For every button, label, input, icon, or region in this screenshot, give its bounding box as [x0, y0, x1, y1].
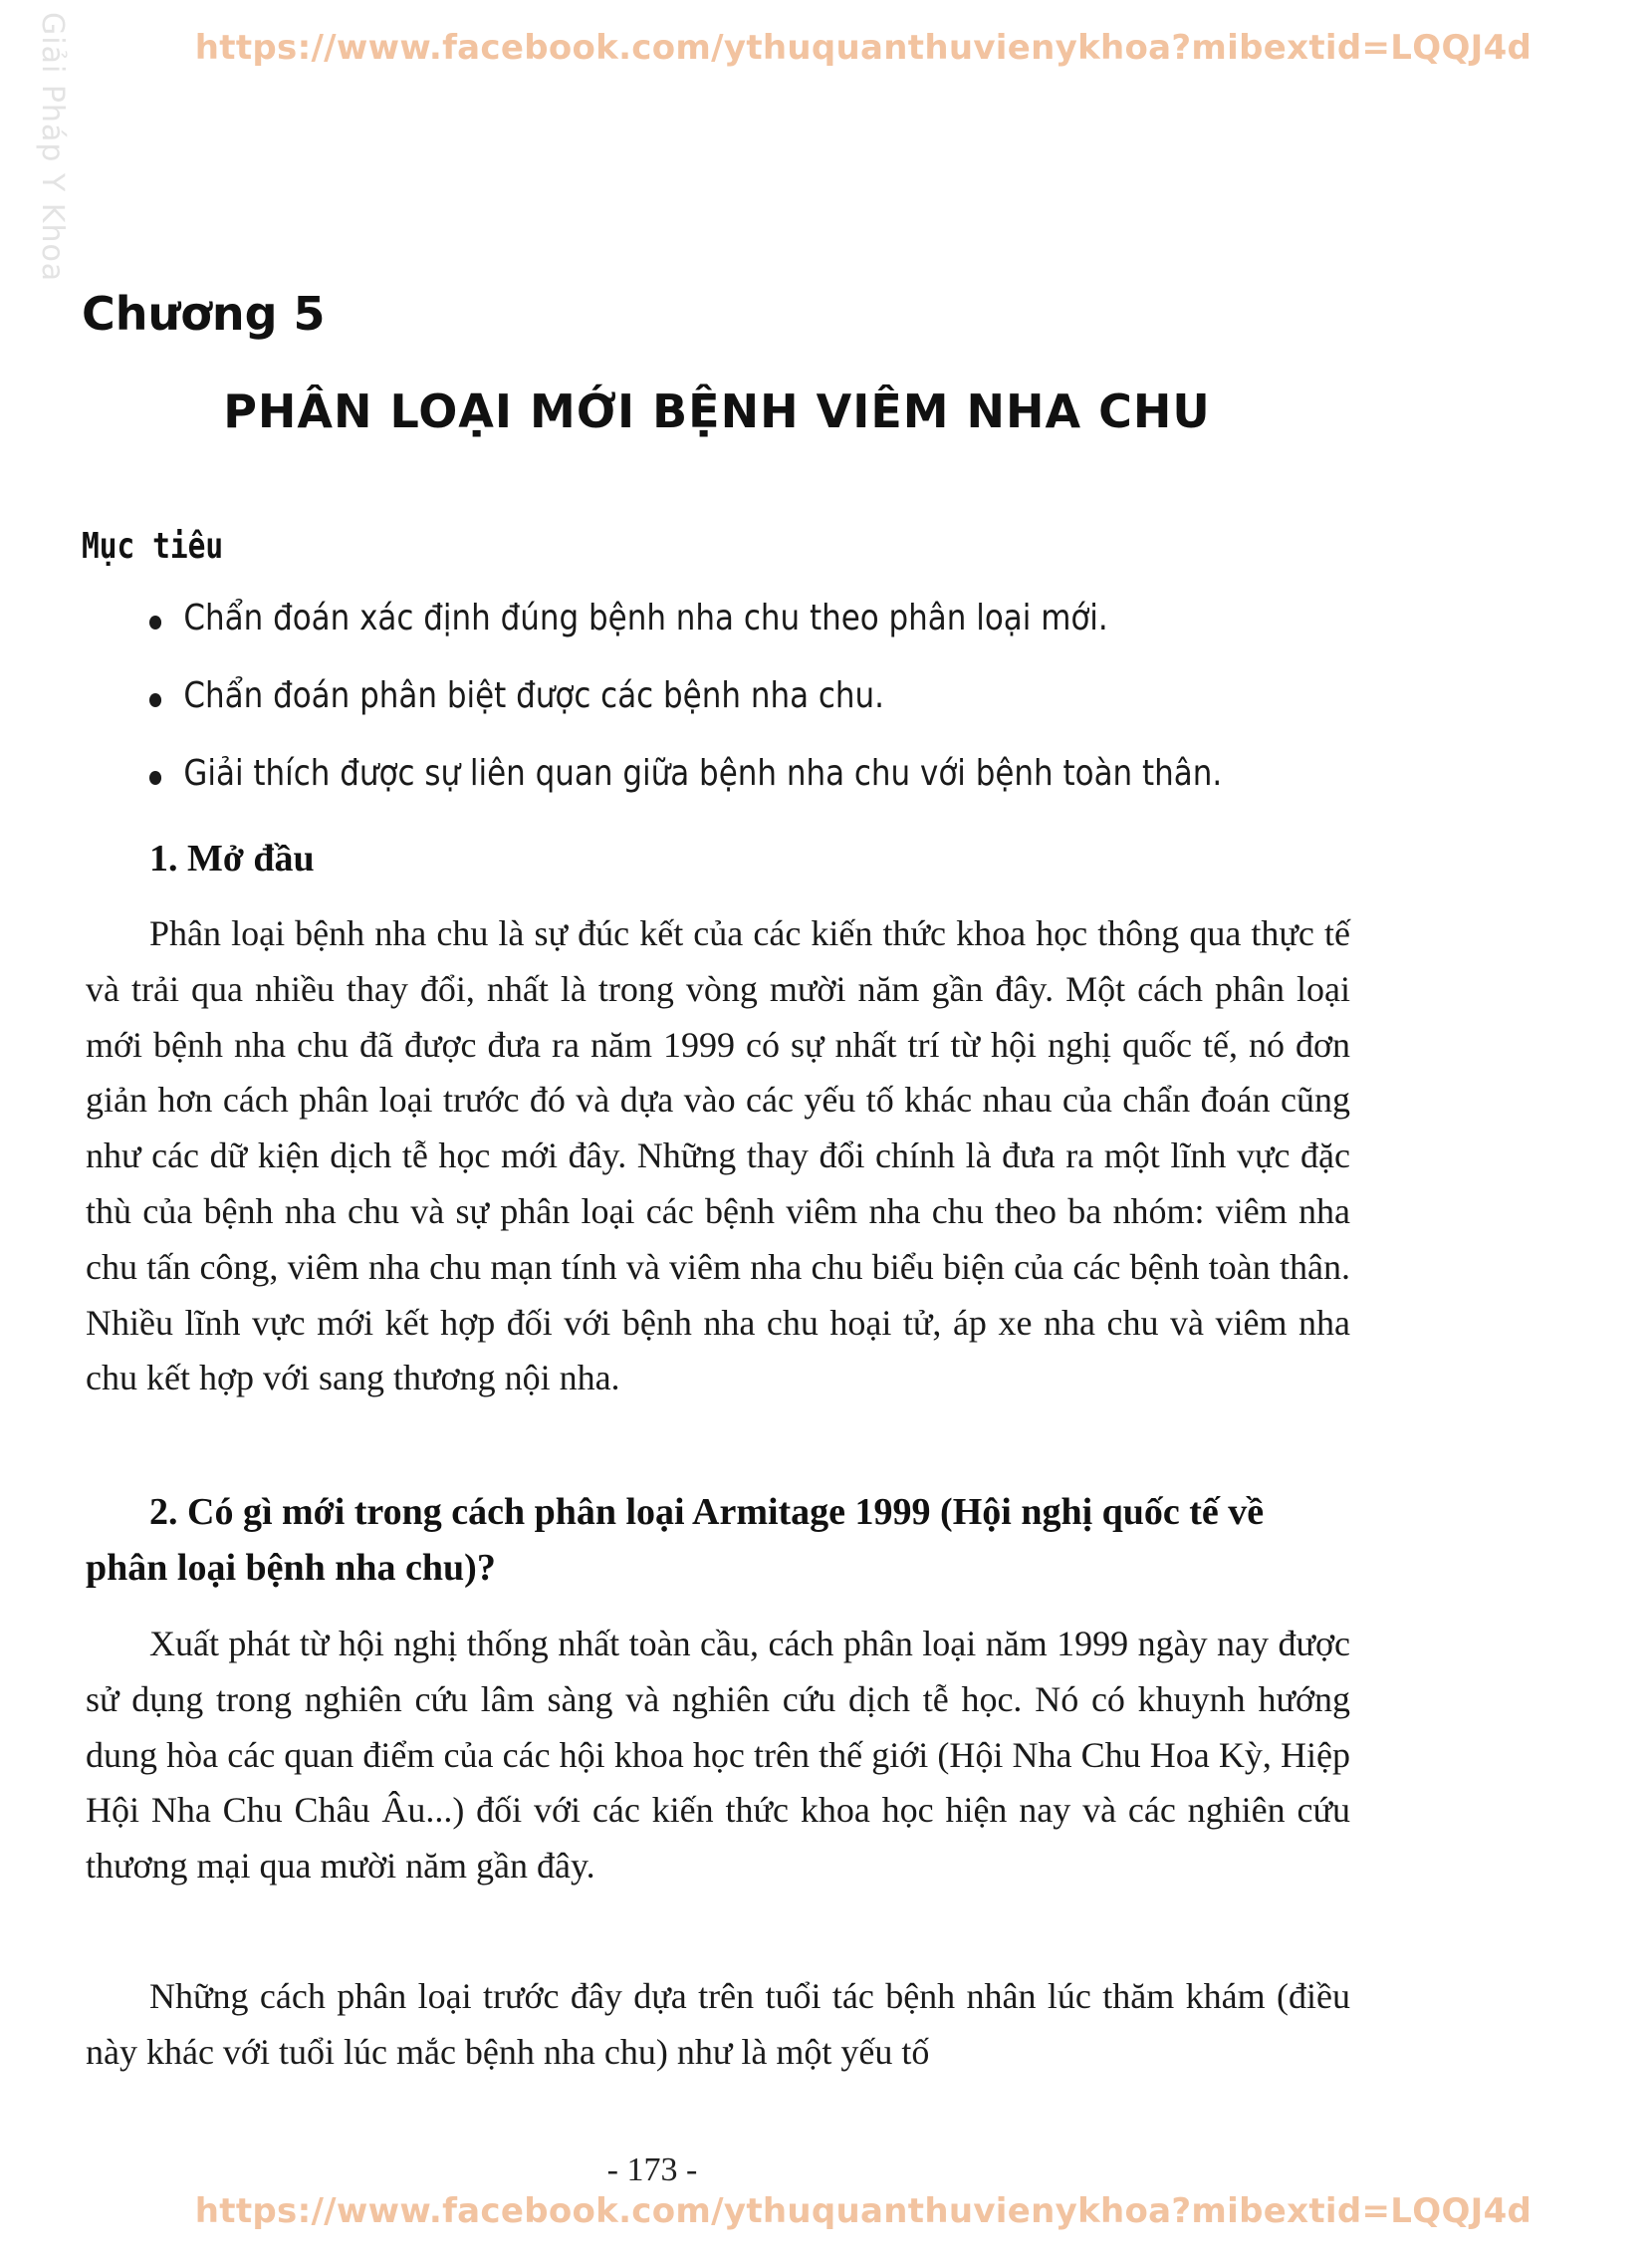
- watermark-url-bottom: https://www.facebook.com/ythuquanthuvienykhoa?mibextid=LQQJ4d: [194, 2191, 1532, 2231]
- objectives-heading: Mục tiêu: [82, 526, 224, 567]
- paragraph-armitage-2: Những cách phân loại trước đây dựa trên tuổi tác bệnh nhân lúc thăm khám (điều này khác với tuổi lúc mắc bệnh nha chu) như là một yếu tố: [86, 1976, 1350, 2072]
- bullet-icon: [149, 616, 161, 630]
- objective-item: [149, 598, 1222, 675]
- bullet-icon: [149, 693, 161, 707]
- objective-text: Chẩn đoán xác định đúng bệnh nha chu theo phân loại mới.: [183, 598, 1108, 638]
- chapter-title: PHÂN LOẠI MỚI BỆNH VIÊM NHA CHU: [223, 384, 1211, 438]
- objective-item: [149, 753, 1222, 831]
- objective-text: Chẩn đoán phân biệt được các bệnh nha chu.: [183, 675, 884, 716]
- objective-text: Giải thích được sự liên quan giữa bệnh nha chu với bệnh toàn thân.: [183, 753, 1223, 794]
- bullet-icon: [149, 771, 161, 785]
- objective-item: [149, 675, 1222, 753]
- page-number: - 173 -: [606, 2151, 698, 2188]
- side-watermark: Giải Pháp Y Khoa: [35, 12, 70, 283]
- section-heading-armitage: 2. Có gì mới trong cách phân loại Armitage 1999 (Hội nghị quốc tế về phân loại bệnh nha chu)?: [86, 1491, 1265, 1589]
- paragraph-intro: Phân loại bệnh nha chu là sự đúc kết của các kiến thức khoa học thông qua thực tế và trải qua nhiều thay đổi, nhất là trong vòng mười năm gần đây. Một cách phân loại mới bệnh nha chu đã được đưa ra năm 1999 có sự nhất trí từ hội nghị quốc tế, nó đơn giản hơn cách phân loại trước đó và dựa vào các yếu tố khác nhau của chẩn đoán cũng như các dữ kiện dịch tễ học mới đây. Những thay đổi chính là đưa ra một lĩnh vực đặc thù của bệnh nha chu và sự phân loại các bệnh viêm nha chu theo ba nhóm: viêm nha chu tấn công, viêm nha chu mạn tính và viêm nha chu biểu biện của các bệnh toàn thân. Nhiều lĩnh vực mới kết hợp đối với bệnh nha chu hoại tử, áp xe nha chu và viêm nha chu kết hợp với sang thương nội nha.: [86, 913, 1350, 1398]
- section-heading-intro: 1. Mở đầu: [149, 838, 315, 880]
- paragraph-armitage-1: Xuất phát từ hội nghị thống nhất toàn cầu, cách phân loại năm 1999 ngày nay được sử dụng trong nghiên cứu lâm sàng và nghiên cứu dịch tễ học. Nó có khuynh hướng dung hòa các quan điểm của các hội khoa học trên thế giới (Hội Nha Chu Hoa Kỳ, Hiệp Hội Nha Chu Châu Âu...) đối với các kiến thức khoa học hiện nay và các nghiên cứu thương mại qua mười năm gần đây.: [86, 1624, 1350, 1887]
- objectives-list: [149, 598, 1397, 831]
- watermark-url-top: https://www.facebook.com/ythuquanthuvienykhoa?mibextid=LQQJ4d: [194, 28, 1532, 68]
- chapter-label: Chương 5: [82, 287, 326, 341]
